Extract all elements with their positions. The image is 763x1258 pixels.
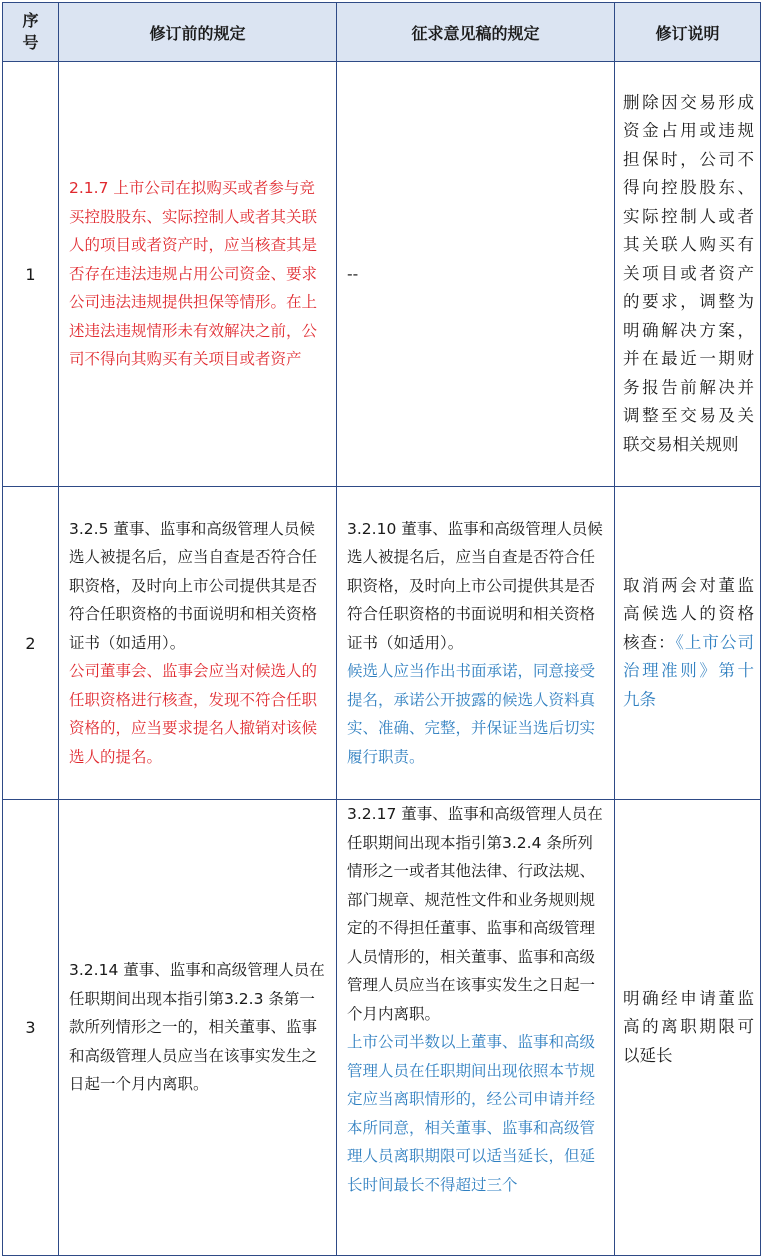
header-draft: 征求意见稿的规定 <box>337 3 615 62</box>
row-seq: 2 <box>3 487 59 800</box>
table-row <box>3 62 761 487</box>
paragraph-text: 上市公司半数以上董事、监事和高级管理人员在任职期间出现依照本节规定应当离职情形的，经公司申请并经本所同意，相关董事、监事和高级管理人员离职期限可以适当延长，但延长时间最长不得超过三个 <box>347 1033 596 1194</box>
paragraph-text: 《上市公司治理准则》第十九条 <box>623 632 755 709</box>
paragraph-text: 3.2.5 董事、监事和高级管理人员候选人被提名后，应当自查是否符合任职资格，及时向上市公司提供其是否符合任职资格的书面说明和相关资格证书（如适用）。 <box>69 519 318 652</box>
table-row <box>3 487 761 800</box>
note-cell <box>615 62 761 487</box>
before-cell <box>59 800 337 1256</box>
paragraph-text: 2.1.7 上市公司在拟购买或者参与竞买控股股东、实际控制人或者其关联人的项目或者资产时，应当核查其是否存在违法违规占用公司资金、要求公司违法违规提供担保等情形。在上述违法违规情形未有效解决之前，公司不得向其购买有关项目或者资产 <box>69 179 318 369</box>
paragraph-text: 明确经申请董监高的离职期限可以延长 <box>623 988 754 1065</box>
paragraph-text: 3.2.14 董事、监事和高级管理人员在任职期间出现本指引第3.2.3 条第一款所列情形之一的，相关董事、监事和高级管理人员应当在该事实发生之日起一个月内离职。 <box>69 961 325 1094</box>
regulation-comparison-table <box>2 2 761 1256</box>
paragraph-text: 候选人应当作出书面承诺，同意接受提名，承诺公开披露的候选人资料真实、准确、完整，并保证当选后切实履行职责。 <box>347 662 596 766</box>
table-header-row <box>3 3 761 62</box>
draft-cell <box>337 487 615 800</box>
header-note: 修订说明 <box>615 3 761 62</box>
row-seq: 1 <box>3 62 59 487</box>
header-seq: 序号 <box>3 3 59 62</box>
before-cell <box>59 487 337 800</box>
paragraph-text: 3.2.17 董事、监事和高级管理人员在任职期间出现本指引第3.2.4 条所列情形之一或者其他法律、行政法规、部门规章、规范性文件和业务规则规定的不得担任董事、监事和高级管理人员情形的，相关董事、监事和高级管理人员应当在该事实发生之日起一个月内离职。 <box>347 805 603 1023</box>
note-cell <box>615 800 761 1256</box>
header-before: 修订前的规定 <box>59 3 337 62</box>
paragraph-text: 删除因交易形成资金占用或违规担保时，公司不得向控股股东、实际控制人或者其关联人购买有关项目或者资产的要求，调整为明确解决方案，并在最近一期财务报告前解决并调整至交易及关联交易相关规则 <box>623 92 754 454</box>
draft-cell <box>337 800 615 1256</box>
row-seq: 3 <box>3 800 59 1256</box>
paragraph-text: -- <box>347 264 359 283</box>
paragraph-text: 取消两会对董监高候选人的资格核查： <box>623 575 754 652</box>
draft-cell <box>337 62 615 487</box>
paragraph-text: 公司董事会、监事会应当对候选人的任职资格进行核查，发现不符合任职资格的，应当要求提名人撤销对该候选人的提名。 <box>69 662 318 766</box>
table-row <box>3 800 761 1256</box>
paragraph-text: 3.2.10 董事、监事和高级管理人员候选人被提名后，应当自查是否符合任职资格，及时向上市公司提供其是否符合任职资格的书面说明和相关资格证书（如适用）。 <box>347 519 603 652</box>
before-cell <box>59 62 337 487</box>
note-cell <box>615 487 761 800</box>
